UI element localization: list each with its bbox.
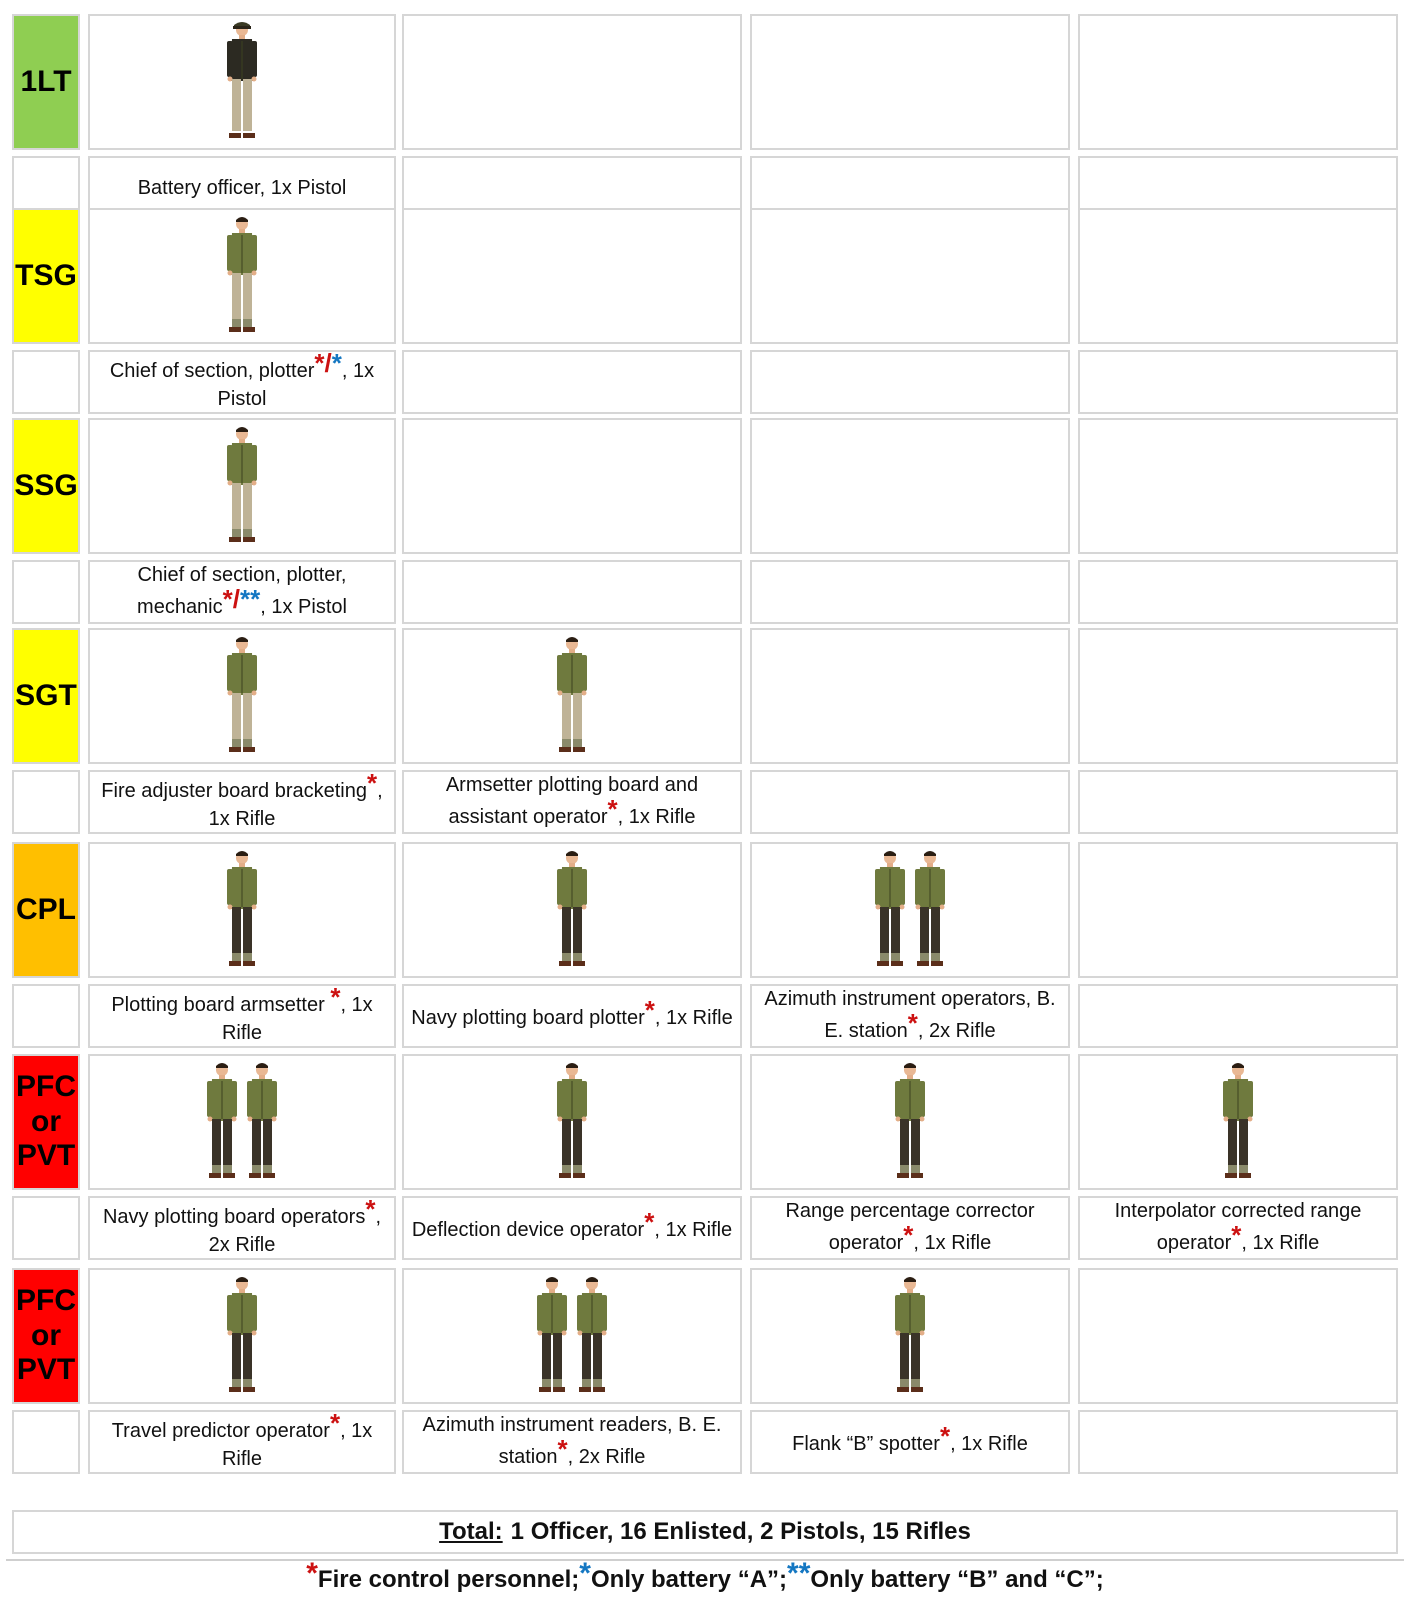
role-description <box>90 768 394 832</box>
empty-figure-cell <box>1078 208 1398 344</box>
rank-label: TSG <box>15 258 77 292</box>
description-text: , 1x Rifle <box>617 806 696 829</box>
fire-control-marker: * <box>330 982 341 1013</box>
empty-figure-cell <box>1078 14 1398 150</box>
rank-cell <box>12 208 80 344</box>
description-text: , 2x Rifle <box>567 1446 646 1469</box>
role-description <box>405 995 738 1033</box>
empty-description-cell <box>1078 560 1398 624</box>
rank-spacer-cell <box>12 1410 80 1474</box>
table-bottom-rule <box>6 1559 1404 1561</box>
legend <box>0 1557 1410 1598</box>
rank-label: SSG <box>14 468 78 502</box>
soldier-figures <box>554 631 590 762</box>
role-description <box>90 348 394 412</box>
rank-label: PVT <box>16 1139 76 1173</box>
figure-cell <box>88 1054 396 1190</box>
role-description <box>1080 1198 1396 1258</box>
description-text: , 1x Pistol <box>260 596 347 619</box>
rank-label: CPL <box>16 892 76 926</box>
description-text: , 1x Pistol <box>217 360 375 410</box>
rank-cell <box>12 842 80 978</box>
soldier-figures <box>224 421 260 552</box>
description-text: Only battery “A”; <box>590 1566 788 1593</box>
rank-cell <box>12 1054 80 1190</box>
empty-figure-cell <box>1078 628 1398 764</box>
role-description <box>752 1198 1068 1258</box>
description-text: , 1x Rifle <box>208 780 383 830</box>
rank-label: SGT <box>15 678 77 712</box>
soldier-figure-icon <box>554 845 590 976</box>
soldier-figure-icon <box>204 1057 240 1188</box>
empty-figure-cell <box>750 208 1070 344</box>
soldier-figures <box>204 1057 280 1188</box>
role-description <box>786 1421 1034 1459</box>
rank-spacer-cell <box>12 560 80 624</box>
battery-marker: ** <box>240 584 261 615</box>
description-text: Deflection device operator <box>411 1219 645 1242</box>
description-text: Armsetter plotting board and assistant operator <box>445 774 699 829</box>
description-text: , 2x Rifle <box>917 1020 996 1043</box>
soldier-figure-icon <box>912 845 948 976</box>
fire-control-marker: * <box>314 348 325 379</box>
rank-label: or <box>31 1318 61 1352</box>
figure-cell <box>750 842 1070 978</box>
soldier-figures <box>224 631 260 762</box>
fire-control-marker: / <box>232 584 240 615</box>
rank-label: PVT <box>16 1353 76 1387</box>
rank-label: or <box>31 1104 61 1138</box>
rank-cell <box>12 418 80 554</box>
fire-control-marker: * <box>222 584 233 615</box>
soldier-figure-icon <box>892 1057 928 1188</box>
fire-control-marker: * <box>367 768 378 799</box>
role-description <box>90 1408 394 1472</box>
description-text: Chief of section, plotter, mechanic <box>137 564 347 619</box>
empty-description-cell <box>1078 1410 1398 1474</box>
description-text: Range percentage corrector operator <box>785 1200 1035 1255</box>
battery-marker: ** <box>787 1557 811 1590</box>
role-description <box>90 982 394 1046</box>
description-text: Interpolator corrected range operator <box>1114 1200 1362 1255</box>
soldier-figure-icon <box>224 1271 260 1402</box>
description-cell <box>402 984 742 1048</box>
description-text: Travel predictor operator <box>111 1420 330 1443</box>
empty-figure-cell <box>402 208 742 344</box>
description-cell <box>402 1196 742 1260</box>
soldier-figure-icon <box>534 1271 570 1402</box>
soldier-figure-icon <box>872 845 908 976</box>
soldier-figure-icon <box>224 17 260 148</box>
soldier-figures <box>224 845 260 976</box>
description-text: Azimuth instrument operators, B. E. station <box>764 988 1056 1043</box>
fire-control-marker: * <box>644 1207 655 1238</box>
empty-description-cell <box>1078 770 1398 834</box>
description-text: Fire control personnel; <box>317 1566 580 1593</box>
role-description <box>406 1207 738 1245</box>
rank-spacer-cell <box>12 984 80 1048</box>
description-cell <box>88 1410 396 1474</box>
soldier-figure-icon <box>224 845 260 976</box>
description-text: , 1x Rifle <box>654 1007 733 1030</box>
rank-label: PFC <box>16 1070 76 1104</box>
empty-figure-cell <box>402 14 742 150</box>
fire-control-marker: * <box>939 1421 951 1452</box>
empty-description-cell <box>750 350 1070 414</box>
description-text: , 1x Rifle <box>913 1232 992 1255</box>
soldier-figures <box>872 845 948 976</box>
description-cell <box>402 1410 742 1474</box>
soldier-figure-icon <box>244 1057 280 1188</box>
role-description <box>752 986 1068 1046</box>
description-text: , 1x Rifle <box>1241 1232 1320 1255</box>
soldier-figures <box>534 1271 610 1402</box>
rank-cell <box>12 1268 80 1404</box>
figure-cell <box>88 628 396 764</box>
rank-cell <box>12 628 80 764</box>
figure-cell <box>88 14 396 150</box>
rank-label: PFC <box>16 1284 76 1318</box>
figure-cell <box>750 1054 1070 1190</box>
empty-description-cell <box>750 770 1070 834</box>
description-text: , 1x Rifle <box>221 1420 373 1470</box>
figure-cell <box>88 842 396 978</box>
fire-control-marker: * <box>557 1434 568 1465</box>
description-cell <box>750 1410 1070 1474</box>
fire-control-marker: * <box>607 794 618 825</box>
soldier-figure-icon <box>892 1271 928 1402</box>
fire-control-marker: * <box>907 1008 918 1039</box>
description-text: , 1x Rifle <box>654 1219 733 1242</box>
role-description <box>404 1412 740 1472</box>
fire-control-marker: * <box>365 1194 376 1225</box>
description-text: Navy plotting board operators <box>102 1206 366 1229</box>
role-description <box>90 1194 394 1258</box>
total-row <box>12 1510 1398 1554</box>
soldier-figure-icon <box>224 631 260 762</box>
figure-cell <box>1078 1054 1398 1190</box>
soldier-figure-icon <box>574 1271 610 1402</box>
role-description <box>404 772 740 832</box>
description-cell <box>88 350 396 414</box>
soldier-figure-icon <box>554 631 590 762</box>
total-text: 1 Officer, 16 Enlisted, 2 Pistols, 15 Rifles <box>510 1518 971 1545</box>
role-description <box>90 562 394 622</box>
rank-spacer-cell <box>12 350 80 414</box>
soldier-figures <box>1220 1057 1256 1188</box>
empty-description-cell <box>402 350 742 414</box>
description-cell <box>88 560 396 624</box>
description-cell <box>88 1196 396 1260</box>
soldier-figures <box>224 17 260 148</box>
figure-cell <box>402 628 742 764</box>
description-cell <box>750 1196 1070 1260</box>
soldier-figure-icon <box>224 421 260 552</box>
soldier-figures <box>224 1271 260 1402</box>
empty-description-cell <box>1078 984 1398 1048</box>
rank-spacer-cell <box>12 770 80 834</box>
empty-figure-cell <box>1078 418 1398 554</box>
empty-figure-cell <box>402 418 742 554</box>
description-text: Navy plotting board plotter <box>411 1007 645 1030</box>
empty-figure-cell <box>1078 842 1398 978</box>
soldier-figure-icon <box>1220 1057 1256 1188</box>
fire-control-marker: * <box>306 1557 318 1590</box>
fire-control-marker: * <box>329 1408 341 1439</box>
description-text: Chief of section, plotter <box>109 360 315 383</box>
description-text: Battery officer, 1x Pistol <box>137 177 347 199</box>
description-cell <box>88 770 396 834</box>
figure-cell <box>88 208 396 344</box>
soldier-figures <box>892 1057 928 1188</box>
description-text: , 1x Rifle <box>950 1433 1028 1456</box>
battery-marker: * <box>579 1557 591 1590</box>
fire-control-marker: * <box>644 995 655 1026</box>
description-text: Plotting board armsetter <box>111 994 331 1017</box>
soldier-figures <box>224 211 260 342</box>
fire-control-marker: / <box>324 348 332 379</box>
empty-description-cell <box>1078 350 1398 414</box>
figure-cell <box>402 1054 742 1190</box>
description-text: Fire adjuster board bracketing <box>101 780 367 803</box>
empty-description-cell <box>402 560 742 624</box>
empty-figure-cell <box>1078 1268 1398 1404</box>
description-text: Flank “B” spotter <box>792 1433 940 1456</box>
empty-figure-cell <box>750 14 1070 150</box>
figure-cell <box>88 418 396 554</box>
rank-cell <box>12 14 80 150</box>
empty-figure-cell <box>750 418 1070 554</box>
description-text: , 1x Rifle <box>221 994 373 1044</box>
empty-description-cell <box>750 560 1070 624</box>
fire-control-marker: * <box>903 1220 914 1251</box>
role-description <box>132 175 353 201</box>
description-cell <box>750 984 1070 1048</box>
description-cell <box>1078 1196 1398 1260</box>
total-label: Total: <box>439 1518 503 1545</box>
figure-cell <box>402 1268 742 1404</box>
soldier-figure-icon <box>554 1057 590 1188</box>
soldier-figures <box>892 1271 928 1402</box>
soldier-figure-icon <box>224 211 260 342</box>
battery-marker: * <box>331 348 342 379</box>
soldier-figures <box>554 1057 590 1188</box>
empty-figure-cell <box>750 628 1070 764</box>
figure-cell <box>402 842 742 978</box>
rank-label: 1LT <box>20 64 72 98</box>
description-text: Only battery “B” and “C”; <box>810 1566 1104 1593</box>
figure-cell <box>88 1268 396 1404</box>
fire-control-marker: * <box>1231 1220 1242 1251</box>
description-cell <box>402 770 742 834</box>
figure-cell <box>750 1268 1070 1404</box>
rank-spacer-cell <box>12 1196 80 1260</box>
description-text: Azimuth instrument readers, B. E. station <box>422 1414 722 1469</box>
soldier-figures <box>554 845 590 976</box>
description-cell <box>88 984 396 1048</box>
description-text: , 2x Rifle <box>208 1206 382 1256</box>
